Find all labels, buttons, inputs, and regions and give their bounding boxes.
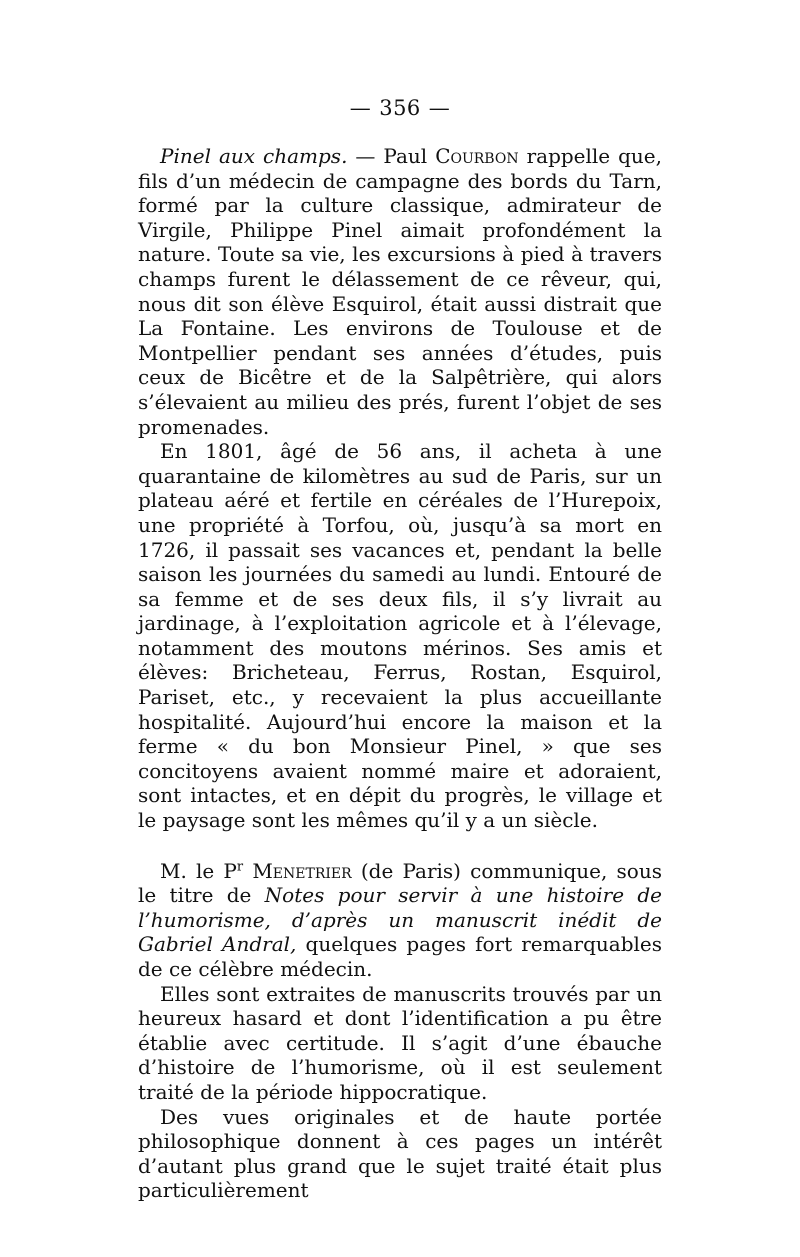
body-text bbox=[138, 144, 662, 1203]
paragraph-text: En 1801, âgé de 56 ans, il acheta à une quarantaine de kilomètres au sud de Paris, sur un plateau aéré et fertile en céréales de l’Hurepoix, une propriété à Torfou, où, jusqu’à sa mort en 1726, il passait ses vacances et, pendant la belle saison les journées du samedi au lundi. Entouré de sa femme et de ses deux fils, il s’y livrait au jardinage, à l’exploitation agricole et à l’élevage, notamment des moutons mérinos. Ses amis et élèves: Bricheteau, Ferrus, Rostan, Esquirol, Pariset, etc., y recevaient la plus accueillante hospitalité. Aujourd’hui encore la maison et la ferme « du bon Monsieur Pinel, » que ses concitoyens avaient nommé maire et adoraient, sont intactes, et en dépit du progrès, le village et le paysage sont les mêmes qu’il y a un siècle. bbox=[138, 439, 662, 833]
paragraph-text: rappelle que, fils d’un médecin de campagne des bords du Tarn, formé par la culture classique, admirateur de Virgile, Philippe Pinel aimait profondément la nature. Toute sa vie, les excursions à pied à travers champs furent le délassement de ce rêveur, qui, nous dit son élève Esquirol, était aussi distrait que La Fontaine. Les environs de Toulouse et de Montpellier pendant ses années d’études, puis ceux de Bicêtre et de la Salpêtrière, qui alors s’élevaient au milieu des prés, furent l’objet de ses promenades. bbox=[138, 144, 663, 439]
paragraph-pinel-aux-champs bbox=[138, 144, 662, 439]
paragraph-text: (de Paris) communique, sous le titre de bbox=[138, 858, 662, 908]
author-surname: Courbon bbox=[435, 144, 519, 168]
paragraph-torfou bbox=[138, 439, 662, 833]
speaker-name: Menetrier bbox=[252, 858, 352, 883]
page-number-dash-right: — bbox=[428, 96, 451, 120]
section-gap bbox=[138, 833, 662, 859]
paragraph-original-views bbox=[138, 1105, 662, 1203]
section-heading: Pinel aux champs. bbox=[160, 144, 348, 168]
paragraph-text: Elles sont extraites de manuscrits trouvés par un heureux hasard et dont l’identification a pu être établie avec certitude. Il s’agit d’une ébauche d’histoire de l’humorisme, où il est seulement traité de la période hippocratique. bbox=[138, 981, 662, 1104]
author-first-name: Paul bbox=[383, 144, 428, 168]
page-number-value: 356 bbox=[379, 96, 421, 120]
speaker-prefix: M. le P bbox=[160, 858, 237, 883]
paragraph-manuscripts bbox=[138, 982, 662, 1105]
paragraph-text-end: quelques pages fort remarquables de ce célèbre médecin. bbox=[138, 932, 662, 981]
paragraph-text: Des vues originales et de haute portée philosophique donnent à ces pages un intérêt d’autant plus grand que le sujet traité était plus particulièrement bbox=[138, 1104, 662, 1203]
page-number-dash-left: — bbox=[349, 96, 372, 120]
work-title: Notes pour servir à une histoire de l’humorisme, d’après un manuscrit inédit de Gabriel Andral, bbox=[138, 883, 662, 957]
heading-dash: — bbox=[347, 144, 384, 168]
title-superscript: r bbox=[236, 858, 244, 874]
paragraph-menetrier bbox=[138, 859, 662, 982]
page-number bbox=[138, 96, 662, 120]
